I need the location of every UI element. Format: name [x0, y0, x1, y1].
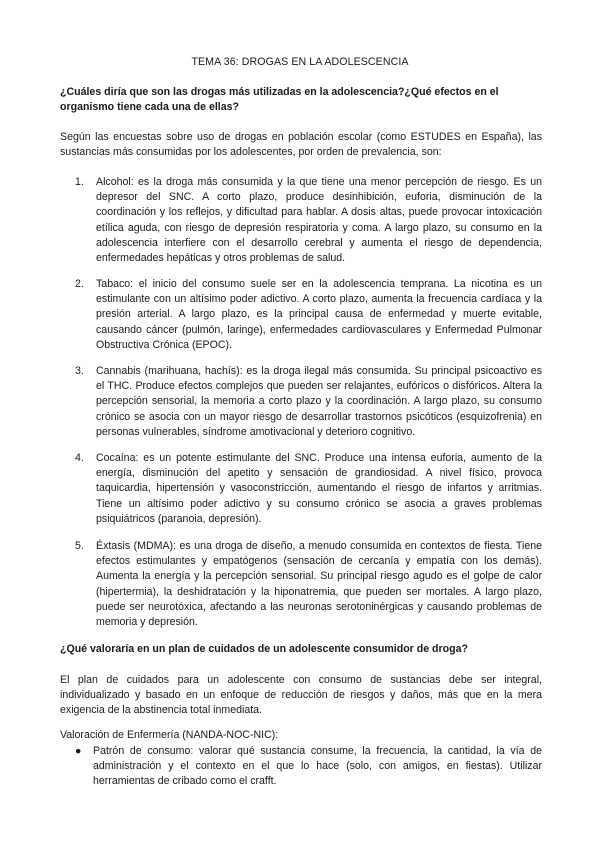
list-number: 3.	[75, 365, 84, 377]
bullet-text: Patrón de consumo: valorar qué sustancia consume, la frecuencia, la cantidad, la vía de administración y el contexto en el que lo hace (solo, con amigos, en fiestas). Utilizar herramientas de cribado como el crafft.	[93, 745, 542, 788]
list-number: 2.	[75, 278, 84, 290]
list-item	[75, 175, 542, 266]
list-number: 5.	[75, 540, 84, 552]
bullet-item	[75, 744, 542, 790]
care-plan-paragraph: El plan de cuidados para un adolescente con consumo de sustancias debe ser integral, individualizado y basado en un enfoque de reducción de riesgos y daños, más que en la mera exigencia de la abstinencia total inmediata.	[60, 674, 542, 717]
question-drugs-heading: ¿Cuáles diría que son las drogas más utilizadas en la adolescencia?¿Qué efectos en el organismo tiene cada una de ellas?	[60, 86, 499, 114]
bullet-icon: ●	[75, 745, 82, 757]
list-number: 4.	[75, 452, 84, 464]
intro-paragraph: Según las encuestas sobre uso de drogas en población escolar (como ESTUDES en España), las sustancias más consumidas por los adolescentes, por orden de prevalencia, son:	[60, 131, 542, 159]
assessment-heading: Valoración de Enfermería (NANDA-NOC-NIC):	[60, 729, 279, 741]
list-text: Cannabis (marihuana, hachís): es la droga ilegal más consumida. Su principal psicoactivo es el THC. Produce efectos complejos que pueden ser relajantes, eufóricos o disfóricos. Altera la percepción sensorial, la memoria a corto plazo y la coordinación. A largo plazo, su consumo crónico se asocia con un mayor riesgo de desarrollar trastornos psicóticos (esquizofrenia) en personas vulnerables, síndrome amotivacional y deterioro cognitivo.	[96, 365, 542, 438]
list-text: Alcohol: es la droga más consumida y la que tiene una menor percepción de riesgo. Es un depresor del SNC. A corto plazo, produce desinhibición, euforia, disminución de la coordinación y los reflejos, y dificultad para hablar. A dosis altas, puede provocar intoxicación etílica aguda, con riesgo de depresión respiratoria y coma. A largo plazo, su consumo en la adolescencia interfiere con el desarrollo cerebral y aumenta el riesgo de dependencia, enfermedades hepáticas y otros problemas de salud.	[96, 176, 542, 265]
document-title: TEMA 36: DROGAS EN LA ADOLESCENCIA	[191, 56, 409, 68]
list-text: Éxtasis (MDMA): es una droga de diseño, a menudo consumida en contextos de fiesta. Tiene efectos estimulantes y empatógenos (sensación de cercanía y empatía con los demás). Aumenta la energía y la percepción sensorial. Su principal riesgo agudo es el golpe de calor (hipertermia), la deshidratación y la hiponatremia, que pueden ser mortales. A largo plazo, puede ser neurotóxica, afectando a las neuronas serotoninérgicas y causando problemas de memoria y depresión.	[96, 540, 542, 629]
list-text: Cocaína: es un potente estimulante del SNC. Produce una intensa euforia, aumento de la energía, disminución del apetito y sensación de grandiosidad. A nivel físico, provoca taquicardia, hipertensión y vasoconstricción, aumentando el riesgo de infartos y arritmias. Tiene un altísimo poder adictivo y su consumo crónico se asocia a graves problemas psiquiátricos (paranoia, depresión).	[96, 452, 542, 525]
list-item	[75, 451, 542, 527]
list-item	[75, 277, 542, 353]
list-item	[75, 539, 542, 630]
list-item	[75, 364, 542, 440]
list-number: 1.	[75, 176, 84, 188]
question-care-plan-heading: ¿Qué valoraría en un plan de cuidados de un adolescente consumidor de droga?	[60, 643, 468, 655]
list-text: Tabaco: el inicio del consumo suele ser en la adolescencia temprana. La nicotina es un estimulante con un altísimo poder adictivo. A corto plazo, aumenta la frecuencia cardíaca y la presión arterial. A largo plazo, es la principal causa de enfermedad y muerte evitable, causando cáncer (pulmón, laringe), enfermedades cardiovasculares y Enfermedad Pulmonar Obstructiva Crónica (EPOC).	[96, 278, 542, 351]
